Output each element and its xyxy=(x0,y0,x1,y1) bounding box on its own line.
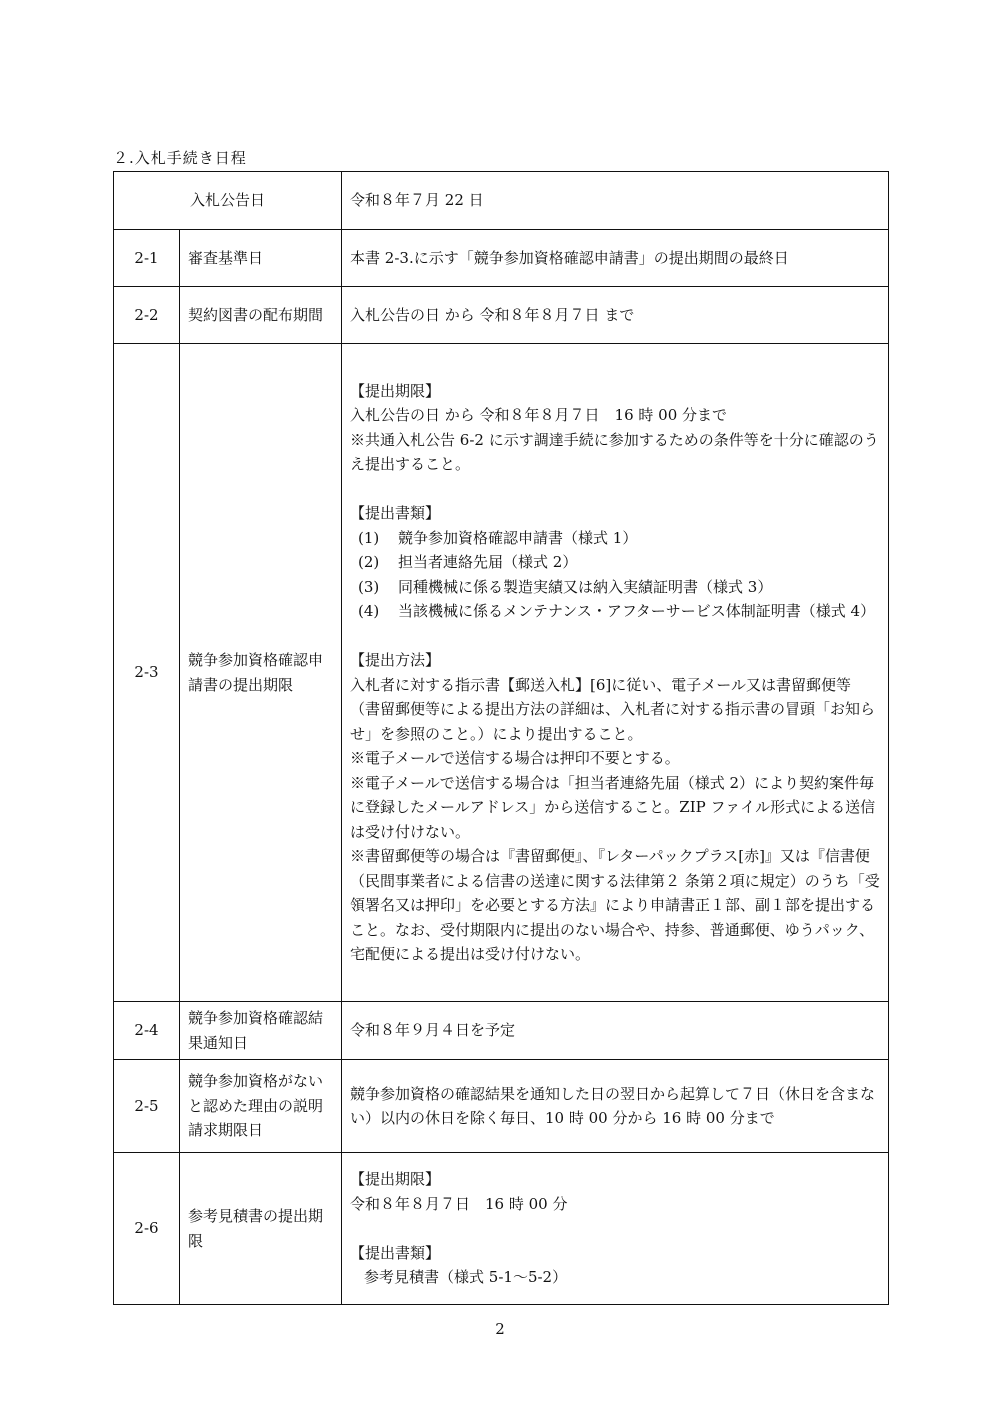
deadline-line: 入札公告の日 から 令和８年８月７日 16 時 00 分まで xyxy=(350,406,728,424)
list-item: (4) 当該機械に係るメンテナンス・アフターサービス体制証明書（様式 4） xyxy=(358,602,876,620)
table-row xyxy=(114,1060,889,1153)
table-row xyxy=(114,172,889,230)
table-row xyxy=(114,1002,889,1060)
row-label: 審査基準日 xyxy=(180,230,342,287)
method-note: ※電子メールで送信する場合は「担当者連絡先届（様式 2）により契約案件毎に登録したメールアドレス」から送信すること。ZIP ファイル形式による送信は受け付けない。 xyxy=(350,773,876,841)
page-number: 2 xyxy=(495,1320,505,1338)
deadline-heading: 【提出期限】 xyxy=(350,381,441,400)
row-number: 2-4 xyxy=(114,1002,180,1060)
row-label: 競争参加資格確認結果通知日 xyxy=(180,1002,342,1060)
row-label: 契約図書の配布期間 xyxy=(180,287,342,344)
row-number: 2-6 xyxy=(114,1153,180,1305)
method-note: ※書留郵便等の場合は『書留郵便』、『レターパックプラス[赤]』又は『信書便（民間事業者による信書の送達に関する法律第２ 条第２項に規定）のうち「受領署名又は押印」を必要とする方法』により申請書正１部、副１部を提出すること。なお、受付期限内に提出のない場合や、持参、普通郵便、ゆうパック、宅配便による提出は受け付けない。 xyxy=(350,847,880,963)
list-item: (2) 担当者連絡先届（様式 2） xyxy=(358,553,578,571)
deadline-heading: 【提出期限】 xyxy=(350,1170,441,1189)
list-item: (1) 競争参加資格確認申請書（様式 1） xyxy=(358,528,638,547)
row-label: 参考見積書の提出期限 xyxy=(180,1153,342,1305)
row-content xyxy=(342,1153,889,1305)
table-row xyxy=(114,1153,889,1305)
row-content: 令和８年９月４日を予定 xyxy=(342,1002,889,1060)
row-content: 競争参加資格の確認結果を通知した日の翌日から起算して７日（休日を含まない）以内の休日を除く毎日、10 時 00 分から 16 時 00 分まで xyxy=(342,1060,889,1153)
row-number: 2-3 xyxy=(114,344,180,1002)
method-line: 入札者に対する指示書【郵送入札】[6]に従い、電子メール又は書留郵便等（書留郵便等による提出方法の詳細は、入札者に対する指示書の冒頭「お知らせ」を参照のこと。）により提出すること。 xyxy=(350,675,876,743)
section-title: ２.入札手続き日程 xyxy=(113,149,247,167)
row-label: 競争参加資格がないと認めた理由の説明請求期限日 xyxy=(180,1060,342,1153)
row-number: 2-2 xyxy=(114,287,180,344)
table-row xyxy=(114,344,889,1002)
method-heading: 【提出方法】 xyxy=(350,651,441,669)
list-item: (3) 同種機械に係る製造実績又は納入実績証明書（様式 3） xyxy=(358,577,773,596)
row-number: 2-1 xyxy=(114,230,180,287)
method-note: ※電子メールで送信する場合は押印不要とする。 xyxy=(350,749,680,767)
row-content xyxy=(342,344,889,1002)
row-content: 本書 2-3.に示す「競争参加資格確認申請書」の提出期間の最終日 xyxy=(342,230,889,287)
docs-line: 参考見積書（様式 5-1～5-2） xyxy=(364,1268,568,1287)
deadline-line: 令和８年８月７日 16 時 00 分 xyxy=(350,1194,568,1213)
docs-heading: 【提出書類】 xyxy=(350,1243,441,1262)
table-row xyxy=(114,230,889,287)
row-content: 入札公告の日 から 令和８年８月７日 まで xyxy=(342,287,889,344)
row-number: 2-5 xyxy=(114,1060,180,1153)
deadline-note: ※共通入札公告 6-2 に示す調達手続に参加するための条件等を十分に確認のうえ提出すること。 xyxy=(350,430,879,473)
schedule-table xyxy=(113,171,889,1305)
announcement-date-label: 入札公告日 xyxy=(114,172,342,230)
row-label: 競争参加資格確認申請書の提出期限 xyxy=(180,344,342,1002)
announcement-date-value: 令和８年７月 22 日 xyxy=(342,172,889,230)
docs-heading: 【提出書類】 xyxy=(350,504,441,522)
table-row xyxy=(114,287,889,344)
